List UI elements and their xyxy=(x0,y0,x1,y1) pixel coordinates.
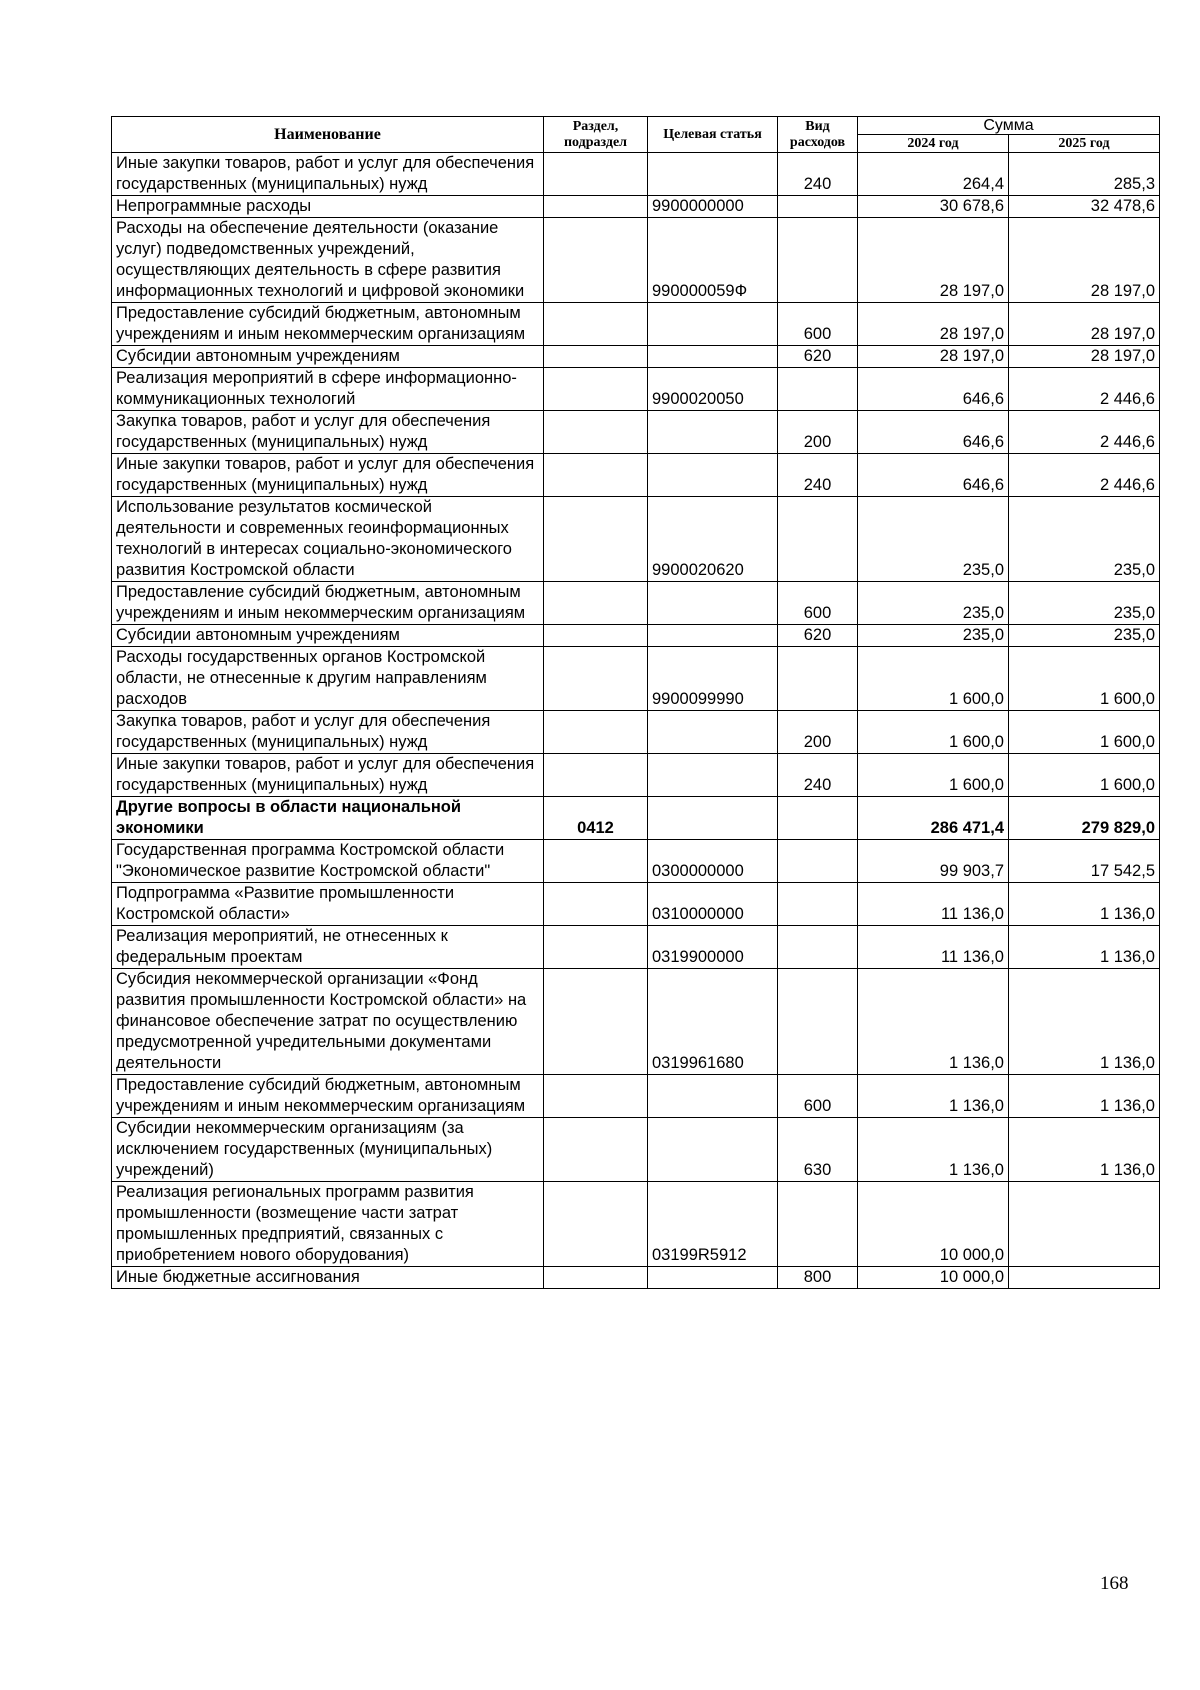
row-name: Другие вопросы в области национальной экономики xyxy=(112,797,544,840)
table-row xyxy=(112,196,1160,218)
row-sum-2025: 235,0 xyxy=(1009,582,1160,625)
row-sum-2024: 646,6 xyxy=(858,368,1009,411)
row-name: Подпрограмма «Развитие промышленности Костромской области» xyxy=(112,883,544,926)
row-sum-2025: 1 600,0 xyxy=(1009,647,1160,711)
row-razdel xyxy=(544,1075,648,1118)
row-sum-2025: 28 197,0 xyxy=(1009,346,1160,368)
table-row xyxy=(112,346,1160,368)
row-razdel xyxy=(544,1267,648,1289)
table-row xyxy=(112,969,1160,1075)
row-sum-2025: 1 136,0 xyxy=(1009,926,1160,969)
row-razdel xyxy=(544,1118,648,1182)
table-row xyxy=(112,883,1160,926)
row-sum-2024: 1 136,0 xyxy=(858,969,1009,1075)
row-razdel xyxy=(544,454,648,497)
row-razdel xyxy=(544,840,648,883)
row-razdel xyxy=(544,218,648,303)
row-expense-type xyxy=(778,926,858,969)
row-expense-type xyxy=(778,1182,858,1267)
row-expense-type xyxy=(778,196,858,218)
row-sum-2024: 264,4 xyxy=(858,153,1009,196)
row-target-article: 9900000000 xyxy=(648,196,778,218)
table-header xyxy=(112,117,1160,153)
row-sum-2024: 235,0 xyxy=(858,582,1009,625)
row-name: Иные бюджетные ассигнования xyxy=(112,1267,544,1289)
row-razdel xyxy=(544,883,648,926)
row-name: Субсидии автономным учреждениям xyxy=(112,346,544,368)
row-razdel xyxy=(544,1182,648,1267)
table-row xyxy=(112,303,1160,346)
row-name: Государственная программа Костромской области "Экономическое развитие Костромской области" xyxy=(112,840,544,883)
row-name: Иные закупки товаров, работ и услуг для обеспечения государственных (муниципальных) нужд xyxy=(112,153,544,196)
row-target-article: 0319961680 xyxy=(648,969,778,1075)
row-name: Использование результатов космической деятельности и современных геоинформационных технологий в интересах социально-экономического развития Костромской области xyxy=(112,497,544,582)
row-expense-type xyxy=(778,368,858,411)
row-sum-2025: 2 446,6 xyxy=(1009,411,1160,454)
row-sum-2024: 646,6 xyxy=(858,411,1009,454)
row-sum-2025: 279 829,0 xyxy=(1009,797,1160,840)
row-name: Расходы государственных органов Костромской области, не отнесенные к другим направлениям расходов xyxy=(112,647,544,711)
table-row xyxy=(112,711,1160,754)
row-razdel xyxy=(544,582,648,625)
table-row xyxy=(112,497,1160,582)
row-razdel xyxy=(544,196,648,218)
row-expense-type xyxy=(778,497,858,582)
row-expense-type xyxy=(778,883,858,926)
row-target-article: 9900099990 xyxy=(648,647,778,711)
row-razdel xyxy=(544,346,648,368)
row-expense-type: 630 xyxy=(778,1118,858,1182)
table-row xyxy=(112,797,1160,840)
header-sum: Сумма xyxy=(858,117,1160,135)
row-target-article xyxy=(648,1267,778,1289)
row-sum-2024: 286 471,4 xyxy=(858,797,1009,840)
row-sum-2024: 99 903,7 xyxy=(858,840,1009,883)
table-row xyxy=(112,1267,1160,1289)
header-cst: Целевая статья xyxy=(648,117,778,153)
row-expense-type: 600 xyxy=(778,1075,858,1118)
table-row xyxy=(112,153,1160,196)
table-row xyxy=(112,647,1160,711)
row-sum-2025: 1 136,0 xyxy=(1009,1118,1160,1182)
row-razdel: 0412 xyxy=(544,797,648,840)
row-expense-type xyxy=(778,797,858,840)
row-razdel xyxy=(544,153,648,196)
row-target-article: 990000059Ф xyxy=(648,218,778,303)
table-row xyxy=(112,1182,1160,1267)
row-expense-type: 200 xyxy=(778,711,858,754)
row-name: Иные закупки товаров, работ и услуг для обеспечения государственных (муниципальных) нужд xyxy=(112,754,544,797)
row-expense-type xyxy=(778,647,858,711)
row-expense-type: 200 xyxy=(778,411,858,454)
row-sum-2024: 28 197,0 xyxy=(858,303,1009,346)
row-sum-2024: 1 600,0 xyxy=(858,754,1009,797)
row-sum-2025: 235,0 xyxy=(1009,497,1160,582)
table-row xyxy=(112,582,1160,625)
row-sum-2025: 1 600,0 xyxy=(1009,754,1160,797)
row-sum-2025: 1 600,0 xyxy=(1009,711,1160,754)
row-sum-2024: 30 678,6 xyxy=(858,196,1009,218)
row-razdel xyxy=(544,926,648,969)
row-razdel xyxy=(544,647,648,711)
row-expense-type: 600 xyxy=(778,582,858,625)
row-target-article: 0310000000 xyxy=(648,883,778,926)
budget-sheet xyxy=(111,116,1159,1289)
header-year-2024: 2024 год xyxy=(858,135,1009,153)
row-expense-type xyxy=(778,218,858,303)
row-target-article: 9900020050 xyxy=(648,368,778,411)
table-body xyxy=(112,153,1160,1289)
row-razdel xyxy=(544,625,648,647)
row-target-article xyxy=(648,454,778,497)
row-target-article xyxy=(648,346,778,368)
row-name: Субсидия некоммерческой организации «Фонд развития промышленности Костромской области» на финансовое обеспечение затрат по осуществлению предусмотренной учредительными документами деятельности xyxy=(112,969,544,1075)
row-razdel xyxy=(544,368,648,411)
row-sum-2024: 1 136,0 xyxy=(858,1075,1009,1118)
row-razdel xyxy=(544,497,648,582)
table-row xyxy=(112,926,1160,969)
row-expense-type xyxy=(778,969,858,1075)
table-row xyxy=(112,218,1160,303)
row-expense-type: 240 xyxy=(778,454,858,497)
row-name: Закупка товаров, работ и услуг для обеспечения государственных (муниципальных) нужд xyxy=(112,711,544,754)
table-row xyxy=(112,754,1160,797)
row-name: Непрограммные расходы xyxy=(112,196,544,218)
header-year-2025: 2025 год xyxy=(1009,135,1160,153)
row-name: Предоставление субсидий бюджетным, автономным учреждениям и иным некоммерческим организациям xyxy=(112,582,544,625)
row-name: Иные закупки товаров, работ и услуг для обеспечения государственных (муниципальных) нужд xyxy=(112,454,544,497)
table-row xyxy=(112,1075,1160,1118)
header-razdel: Раздел, подраздел xyxy=(544,117,648,153)
row-target-article xyxy=(648,754,778,797)
row-sum-2025: 28 197,0 xyxy=(1009,303,1160,346)
row-sum-2025 xyxy=(1009,1182,1160,1267)
row-sum-2025: 1 136,0 xyxy=(1009,883,1160,926)
row-target-article: 03199R5912 xyxy=(648,1182,778,1267)
row-target-article xyxy=(648,1118,778,1182)
row-target-article: 0300000000 xyxy=(648,840,778,883)
row-target-article xyxy=(648,411,778,454)
row-name: Субсидии некоммерческим организациям (за исключением государственных (муниципальных) учреждений) xyxy=(112,1118,544,1182)
row-sum-2024: 235,0 xyxy=(858,497,1009,582)
row-sum-2025: 17 542,5 xyxy=(1009,840,1160,883)
row-sum-2025: 1 136,0 xyxy=(1009,969,1160,1075)
row-expense-type: 620 xyxy=(778,346,858,368)
row-expense-type: 240 xyxy=(778,754,858,797)
table-row xyxy=(112,1118,1160,1182)
row-name: Предоставление субсидий бюджетным, автономным учреждениям и иным некоммерческим организациям xyxy=(112,303,544,346)
row-sum-2024: 28 197,0 xyxy=(858,346,1009,368)
row-sum-2024: 1 600,0 xyxy=(858,711,1009,754)
row-sum-2024: 28 197,0 xyxy=(858,218,1009,303)
row-sum-2025: 32 478,6 xyxy=(1009,196,1160,218)
row-sum-2024: 646,6 xyxy=(858,454,1009,497)
table-row xyxy=(112,411,1160,454)
row-target-article xyxy=(648,582,778,625)
row-expense-type: 600 xyxy=(778,303,858,346)
header-vid: Вид расходов xyxy=(778,117,858,153)
row-sum-2025: 28 197,0 xyxy=(1009,218,1160,303)
row-expense-type: 240 xyxy=(778,153,858,196)
row-razdel xyxy=(544,754,648,797)
row-name: Закупка товаров, работ и услуг для обеспечения государственных (муниципальных) нужд xyxy=(112,411,544,454)
row-sum-2025: 235,0 xyxy=(1009,625,1160,647)
row-razdel xyxy=(544,711,648,754)
row-sum-2025: 285,3 xyxy=(1009,153,1160,196)
row-sum-2024: 235,0 xyxy=(858,625,1009,647)
row-sum-2024: 11 136,0 xyxy=(858,883,1009,926)
row-target-article xyxy=(648,1075,778,1118)
row-name: Реализация мероприятий в сфере информационно-коммуникационных технологий xyxy=(112,368,544,411)
row-target-article xyxy=(648,625,778,647)
row-target-article: 0319900000 xyxy=(648,926,778,969)
row-sum-2025: 2 446,6 xyxy=(1009,368,1160,411)
row-sum-2025 xyxy=(1009,1267,1160,1289)
header-name: Наименование xyxy=(112,117,544,153)
budget-table xyxy=(111,116,1160,1289)
row-sum-2024: 1 600,0 xyxy=(858,647,1009,711)
row-target-article xyxy=(648,797,778,840)
row-expense-type xyxy=(778,840,858,883)
table-row xyxy=(112,840,1160,883)
row-name: Субсидии автономным учреждениям xyxy=(112,625,544,647)
table-row xyxy=(112,368,1160,411)
row-target-article xyxy=(648,303,778,346)
row-expense-type: 800 xyxy=(778,1267,858,1289)
table-row xyxy=(112,454,1160,497)
row-sum-2025: 2 446,6 xyxy=(1009,454,1160,497)
row-sum-2024: 11 136,0 xyxy=(858,926,1009,969)
row-name: Реализация региональных программ развития промышленности (возмещение части затрат промышленных предприятий, связанных с приобретением нового оборудования) xyxy=(112,1182,544,1267)
table-row xyxy=(112,625,1160,647)
row-sum-2024: 10 000,0 xyxy=(858,1182,1009,1267)
row-sum-2024: 1 136,0 xyxy=(858,1118,1009,1182)
row-sum-2025: 1 136,0 xyxy=(1009,1075,1160,1118)
page-number: 168 xyxy=(1100,1573,1129,1594)
row-sum-2024: 10 000,0 xyxy=(858,1267,1009,1289)
row-target-article xyxy=(648,711,778,754)
row-expense-type: 620 xyxy=(778,625,858,647)
row-razdel xyxy=(544,303,648,346)
row-name: Расходы на обеспечение деятельности (оказание услуг) подведомственных учреждений, осуществляющих деятельность в сфере развития информационных технологий и цифровой экономики xyxy=(112,218,544,303)
row-name: Реализация мероприятий, не отнесенных к федеральным проектам xyxy=(112,926,544,969)
row-target-article: 9900020620 xyxy=(648,497,778,582)
row-name: Предоставление субсидий бюджетным, автономным учреждениям и иным некоммерческим организациям xyxy=(112,1075,544,1118)
row-razdel xyxy=(544,411,648,454)
row-razdel xyxy=(544,969,648,1075)
row-target-article xyxy=(648,153,778,196)
